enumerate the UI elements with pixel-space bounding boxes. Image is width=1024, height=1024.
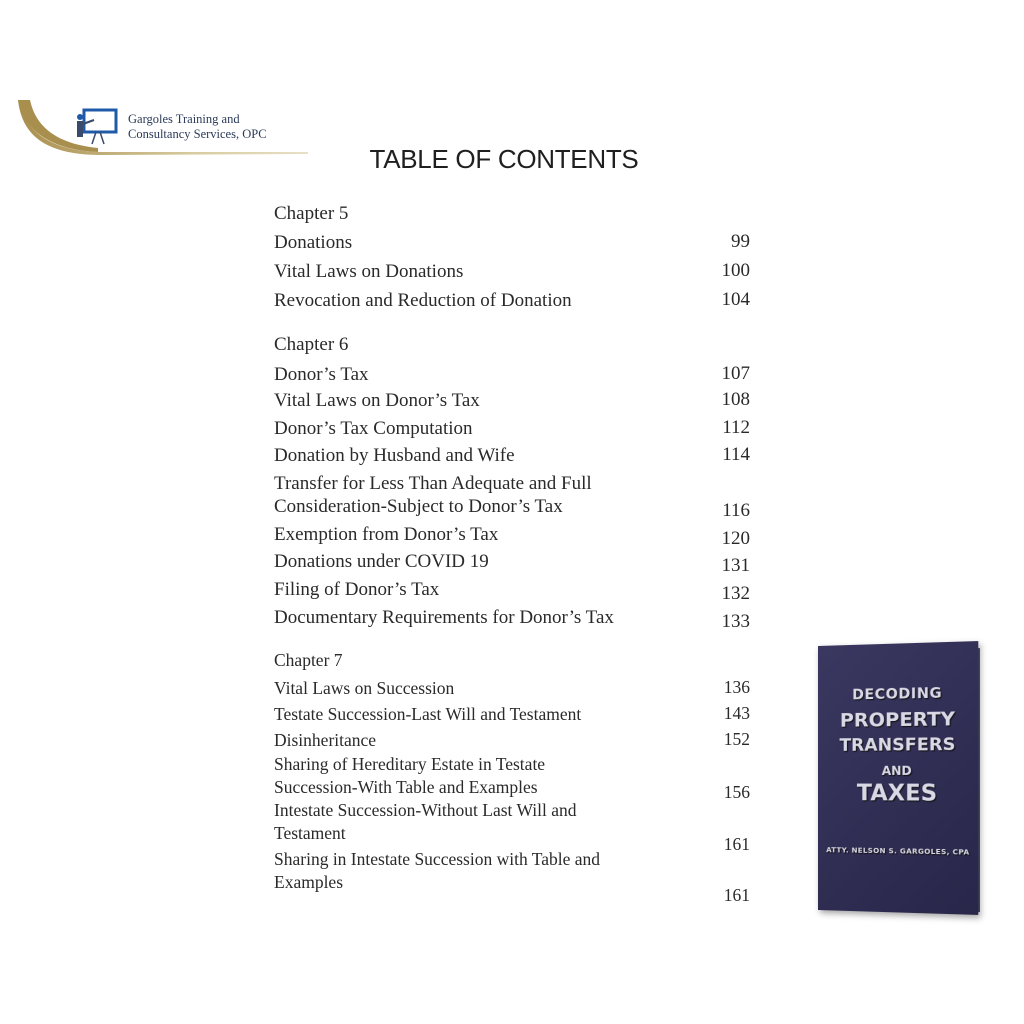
company-name-line2: Consultancy Services, OPC [128,127,267,141]
toc-entry-page: 100 [721,260,750,281]
toc-entry-page: 108 [721,389,750,410]
toc-entry-title: Donations [274,232,353,253]
toc-entry[interactable] [274,363,750,386]
toc-entry-title: Sharing of Hereditary Estate in Testate Succession-With Table and Examples [274,754,546,797]
toc-entry-page: 107 [721,363,750,384]
toc-entry-title: Revocation and Reduction of Donation [274,290,572,311]
chapter-heading: Chapter 5 [274,203,349,224]
toc-entry-page: 133 [721,611,750,632]
toc-entry-title: Disinheritance [274,730,377,750]
book-author: ATTY. NELSON S. GARGOLES, CPA [826,846,970,857]
toc-entry[interactable] [274,703,750,726]
company-name [128,112,267,142]
toc-entry-page: 116 [722,500,750,521]
book-cover [818,641,978,915]
toc-entry[interactable] [274,523,750,549]
toc-entry-page: 114 [722,444,750,465]
toc-entry-title: Intestate Succession-Without Last Will and Testament [274,800,577,843]
presenter-logo-icon [74,108,120,148]
toc-entry[interactable] [274,417,750,440]
toc-entry[interactable] [274,606,750,632]
toc-entry-title: Donor’s Tax [274,364,369,385]
book-cover-image [818,646,980,914]
toc-entry[interactable] [274,472,750,521]
toc-entry[interactable] [274,231,750,254]
toc-entry[interactable] [274,677,750,700]
toc-entry-page: 156 [723,782,750,802]
toc-entry[interactable] [274,578,750,604]
toc-entry-title: Vital Laws on Donations [274,261,464,282]
toc-entry-title: Sharing in Intestate Succession with Table and Examples [274,849,601,892]
toc-entry-title: Documentary Requirements for Donor’s Tax [274,607,614,628]
company-name-line1: Gargoles Training and [128,112,240,126]
toc-entry[interactable] [274,289,750,312]
chapter-heading: Chapter 7 [274,650,343,670]
book-title-line: AND [881,763,912,778]
toc-entry-title: Filing of Donor’s Tax [274,579,440,600]
toc-entry-title: Testate Succession-Last Will and Testament [274,704,582,724]
toc-entry-page: 104 [721,289,750,310]
toc-entry-page: 143 [723,703,750,723]
book-title-line: TRANSFERS [839,734,956,756]
chapter-heading: Chapter 6 [274,334,349,355]
toc-entry-title: Vital Laws on Donor’s Tax [274,390,480,411]
toc-entry-page: 120 [721,528,750,549]
toc-entry-page: 161 [723,834,750,854]
toc-entry-title: Vital Laws on Succession [274,678,455,698]
book-title-line: TAXES [856,781,938,807]
page-title: TABLE OF CONTENTS [369,144,639,174]
toc-entry-title: Transfer for Less Than Adequate and Full Consideration-Subject to Donor’s Tax [274,473,592,517]
toc-entry[interactable] [274,389,750,412]
toc-entry-title: Exemption from Donor’s Tax [274,524,499,545]
toc-entry-page: 131 [721,555,750,576]
toc-entry-title: Donations under COVID 19 [274,551,489,572]
toc-entry-page: 99 [731,231,750,252]
toc-entry[interactable] [274,729,750,752]
toc-entry-page: 161 [723,885,750,905]
toc-entry[interactable] [274,799,750,854]
toc-entry-page: 136 [723,677,750,697]
toc-entry[interactable] [274,260,750,283]
toc-entry-page: 152 [723,729,750,749]
toc-entry-title: Donor’s Tax Computation [274,418,473,439]
toc-entry-title: Donation by Husband and Wife [274,445,515,466]
toc-entry-page: 132 [721,583,750,604]
toc-entry[interactable] [274,848,750,905]
book-title-line: DECODING [852,685,943,704]
toc-entry[interactable] [274,753,750,802]
book-title-line: PROPERTY [839,707,956,732]
toc-entry-page: 112 [722,417,750,438]
toc-entry[interactable] [274,444,750,467]
toc-entry[interactable] [274,550,750,576]
